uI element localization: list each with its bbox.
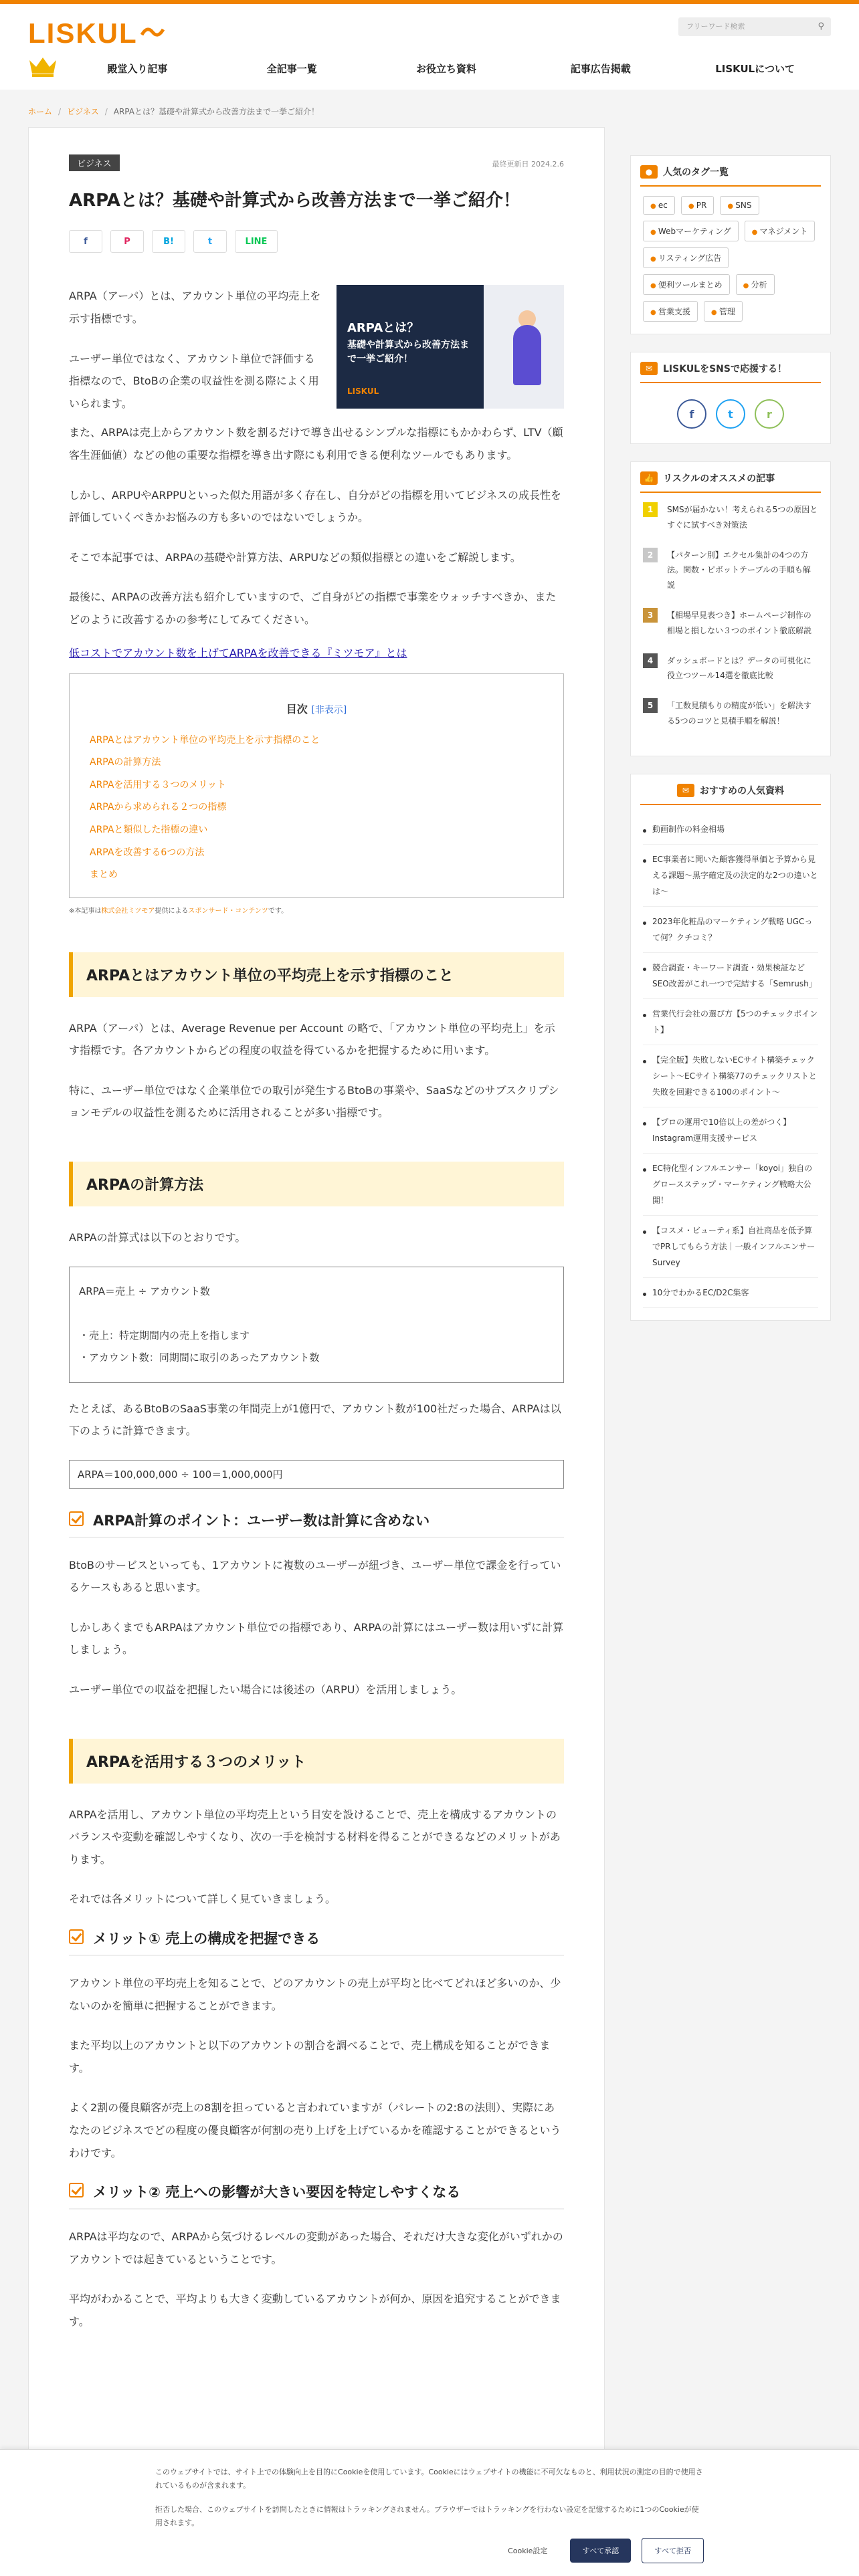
- intro-paragraph-1: ARPA（アーパ）とは、アカウント単位の平均売上を示す指標です。: [69, 290, 321, 325]
- list-item[interactable]: 【コスメ・ビューティ系】自社商品を低予算でPRしてもらう方法｜一般インフルエンサーSurvey: [643, 1216, 818, 1278]
- breadcrumb-home[interactable]: ホーム: [28, 107, 53, 116]
- rss-icon[interactable]: r: [755, 399, 784, 429]
- subsection-heading: メリット① 売上の構成を把握できる: [69, 1928, 564, 1956]
- hatena-share-button[interactable]: B!: [152, 230, 185, 253]
- sidebar: [630, 155, 831, 1338]
- sns-widget: ✉ LISKULをSNSで応援する！ f t r: [630, 352, 831, 444]
- accept-all-button[interactable]: すべて承認: [570, 2539, 631, 2563]
- checkbox-icon: [69, 2183, 84, 2197]
- subsection-heading: ARPA計算のポイント：ユーザー数は計算に含めない: [69, 1510, 564, 1538]
- tag-link[interactable]: ● ec: [643, 196, 675, 215]
- article-container: [28, 127, 605, 2468]
- checkbox-icon: [69, 1929, 84, 1944]
- nav-all-articles[interactable]: 全記事一覧: [266, 63, 317, 75]
- list-item[interactable]: 動画制作の料金相場: [643, 815, 818, 845]
- intro-paragraph-2: ユーザー単位ではなく、アカウント単位で評価する指標なので、BtoBの企業の収益性を測る際によく用いられます。: [69, 352, 319, 410]
- facebook-share-button[interactable]: f: [69, 230, 102, 253]
- tag-link[interactable]: ● リスティング広告: [643, 247, 729, 268]
- paragraph: 最後に、ARPAの改善方法も紹介していますので、ご自身がどの指標で事業をウォッチすべきか、またどのように改善するかの参考にしてみてください。: [69, 591, 557, 626]
- paragraph: よく2割の優良顧客が売上の8割を担っていると言われていますが（パレートの2:8の法則）、実際にあなたのビジネスでどの程度の優良顧客が何割の売り上げを上げているかを確認することができるというわけです。: [69, 2101, 561, 2159]
- toc-item[interactable]: ARPAを改善する6つの方法: [90, 847, 205, 858]
- paragraph: ユーザー単位での収益を把握したい場合には後述の（ARPU）を活用しましょう。: [69, 1683, 462, 1697]
- toc-item[interactable]: ARPAと類似した指標の違い: [90, 824, 208, 835]
- list-item[interactable]: 2 【パターン別】エクセル集計の4つの方法。関数・ピボットテーブルの手順も解説: [643, 548, 818, 593]
- share-buttons: [69, 230, 564, 253]
- search-input[interactable]: フリーワード検索 ⚲: [678, 17, 831, 36]
- toc-item[interactable]: ARPAとはアカウント単位の平均売上を示す指標のこと: [90, 734, 320, 746]
- cookie-text: 拒否した場合、このウェブサイトを訪問したときに情報はトラッキングされません。ブラウザーではトラッキングを行わない設定を記憶するために1つのCookieが使用されます。: [155, 2505, 699, 2527]
- list-item[interactable]: 【プロの運用で10倍以上の差がつく】Instagram運用支援サービス: [643, 1107, 818, 1154]
- recommended-articles-widget: 👍 リスクルのオススメの記事 1 SMSが届かない！考えられる5つの原因とすぐに試すべき対策法 2 【パターン別】エクセル集計の4つの方法。関数・ピボットテーブルの手順も解説 3 【相場早見表つき】ホームページ制作の相場と損しない３つのポイント徹底解説 4 ダッシュボードとは？データの可視化に役立つツール14選を徹底比較 5 「工数見積もりの精度が低い」を解決する5つのコツと見積手順を解説！: [630, 461, 831, 756]
- checkbox-icon: [69, 1511, 84, 1526]
- breadcrumb-business[interactable]: ビジネス: [67, 107, 99, 116]
- paragraph: ARPAの計算式は以下のとおりです。: [69, 1230, 246, 1244]
- formula-box: ARPA＝売上 ÷ アカウント数 ・売上：特定期間内の売上を指します ・アカウント数：同期間に取引のあったアカウント数: [69, 1267, 564, 1383]
- subsection-heading: メリット② 売上への影響が大きい要因を特定しやすくなる: [69, 2181, 564, 2210]
- list-item[interactable]: 2023年化粧品のマーケティング戦略 UGCって何？クチコミ？: [643, 907, 818, 953]
- tag-link[interactable]: ● 管理: [704, 301, 743, 322]
- paragraph: そこで本記事では、ARPAの基礎や計算方法、ARPUなどの類似指標との違いをご解説します。: [69, 550, 521, 564]
- thumb-title: ARPAとは？: [347, 321, 419, 336]
- paragraph: ARPAは平均なので、ARPAから気づけるレベルの変動があった場合、それだけ大きな変化がいずれかのアカウントでは起きているということです。: [69, 2230, 563, 2266]
- paragraph: しかし、ARPUやARPPUといった似た用語が多く存在し、自分がどの指標を用いてビジネスの成長性を評価していくべきかお悩みの方も多いのではないでしょうか。: [69, 488, 562, 524]
- tag-link[interactable]: ● Webマーケティング: [643, 221, 739, 241]
- tag-link[interactable]: ● マネジメント: [745, 221, 816, 241]
- section-heading: ARPAの計算方法: [69, 1162, 564, 1206]
- list-item[interactable]: 4 ダッシュボードとは？データの可視化に役立つツール14選を徹底比較: [643, 653, 818, 684]
- updated-date: 最終更新日 2024.2.6: [492, 160, 564, 169]
- nav-about[interactable]: LISKULについて: [715, 63, 795, 75]
- twitter-share-button[interactable]: t: [193, 230, 227, 253]
- facebook-icon[interactable]: f: [677, 399, 706, 429]
- page-title: ARPAとは？基礎や計算式から改善方法まで一挙ご紹介！: [69, 191, 520, 211]
- search-icon[interactable]: ⚲: [818, 21, 824, 31]
- toc-toggle[interactable]: [非表示]: [311, 704, 347, 716]
- intro-section: [69, 285, 564, 412]
- thumbs-up-icon: 👍: [640, 471, 658, 485]
- cta-link[interactable]: 低コストでアカウント数を上げてARPAを改善できる『ミツモア』とは: [69, 646, 407, 659]
- cookie-banner: [0, 2449, 859, 2576]
- nav-resources[interactable]: お役立ち資料: [415, 63, 476, 75]
- paragraph: 特に、ユーザー単位ではなく企業単位での取引が発生するBtoBの事業や、SaaSなどのサブスクリプションモデルの収益性を測るために活用されることが多い指標です。: [69, 1083, 559, 1119]
- paragraph: それでは各メリットについて詳しく見ていきましょう。: [69, 1893, 337, 1906]
- toc-item[interactable]: ARPAから求められる２つの指標: [90, 802, 227, 813]
- tag-link[interactable]: ● 便利ツールまとめ: [643, 274, 730, 295]
- nav-advertise[interactable]: 記事広告掲載: [570, 63, 631, 75]
- tags-widget: ● 人気のタグ一覧 ● ec ● PR ● SNS ● Webマーケティング ● マネジメント ● リスティング広告 ● 便利ツールまとめ ● 分析 ● 営業支援 ● 管理: [630, 155, 831, 334]
- breadcrumb: ホーム / ビジネス / ARPAとは？基礎や計算式から改善方法まで一挙ご紹介！: [28, 107, 319, 116]
- section-heading: ARPAとはアカウント単位の平均売上を示す指標のこと: [69, 952, 564, 997]
- toc-item[interactable]: ARPAを活用する３つのメリット: [90, 779, 226, 790]
- main-nav: [60, 62, 832, 76]
- mail-icon: ✉: [640, 362, 658, 375]
- paragraph: アカウント単位の平均売上を知ることで、どのアカウントの売上が平均と比べてどれほど多いのか、少ないのかを簡単に把握することができます。: [69, 1977, 561, 2012]
- table-of-contents: [69, 673, 564, 898]
- sponsor-note: ※本記事は株式会社ミツモア提供によるスポンサード・コンテンツです。: [69, 907, 288, 915]
- toc-item[interactable]: ARPAの計算方法: [90, 757, 161, 768]
- paragraph: 平均がわかることで、平均よりも大きく変動しているアカウントが何か、原因を追究することができます。: [69, 2292, 561, 2328]
- tag-link[interactable]: ● SNS: [720, 196, 759, 215]
- list-item[interactable]: 競合調査・キーワード調査・効果検証などSEO改善がこれ一つで完結する「Semrush」: [643, 953, 818, 999]
- toc-item[interactable]: まとめ: [90, 869, 118, 881]
- paragraph: ARPAを活用し、アカウント単位の平均売上という目安を設けることで、売上を構成するアカウントのバランスや変動を確認しやすくなり、次の一手を検討する材料を得ることができるなどのメリットがあります。: [69, 1808, 561, 1866]
- category-badge[interactable]: ビジネス: [69, 154, 120, 171]
- calc-box: ARPA＝100,000,000 ÷ 100＝1,000,000円: [69, 1460, 564, 1489]
- reject-all-button[interactable]: すべて拒否: [642, 2538, 704, 2563]
- popular-resources-widget: ✉ おすすめの人気資料 動画制作の料金相場 EC事業者に聞いた顧客獲得単価と予算から見える課題〜黒字確定及の決定的な2つの違いとは〜 2023年化粧品のマーケティング戦略 UGCって何？クチコミ？ 競合調査・キーワード調査・効果検証などSEO改善がこれ一つで完結する「Semrush」 営業代行会社の選び方【5つのチェックポイント】 【完全版】失敗しないECサイト構築チェックシート〜ECサイト構築77のチェックリストと失敗を回避できる100のポイント〜 【プロの運用で10倍以上の差がつく】Instagram運用支援サービス EC特化型インフルエンサー「koyoi」独自のグロースステップ・マーケティング戦略大公開！ 【コスメ・ビューティ系】自社商品を低予算でPRしてもらう方法｜一般インフルエンサーSurvey 10分でわかるEC/D2C集客: [630, 774, 831, 1321]
- article-thumbnail: [337, 285, 564, 409]
- list-item[interactable]: EC特化型インフルエンサー「koyoi」独自のグロースステップ・マーケティング戦略大公開！: [643, 1154, 818, 1216]
- thumb-brand: LISKUL: [347, 387, 379, 397]
- paragraph: また、ARPAは売上からアカウント数を割るだけで導き出せるシンプルな指標にもかかわらず、LTV（顧客生涯価値）などの他の重要な指標を導き出す際にも利用できる便利なツールでもあります。: [69, 426, 563, 461]
- list-item[interactable]: 10分でわかるEC/D2C集客: [643, 1278, 818, 1308]
- list-item[interactable]: 3 【相場早見表つき】ホームページ制作の相場と損しない３つのポイント徹底解説: [643, 608, 818, 639]
- mail-icon: ✉: [677, 784, 694, 797]
- crown-icon: [28, 55, 58, 78]
- thumb-subtitle: 基礎や計算式から改善方法ま で一挙ご紹介！: [347, 340, 469, 365]
- paragraph: また平均以上のアカウントと以下のアカウントの割合を調べることで、売上構成を知ることができます。: [69, 2039, 551, 2074]
- list-item[interactable]: EC事業者に聞いた顧客獲得単価と予算から見える課題〜黒字確定及の決定的な2つの違いとは〜: [643, 845, 818, 907]
- list-item[interactable]: 営業代行会社の選び方【5つのチェックポイント】: [643, 999, 818, 1045]
- section-heading: ARPAを活用する３つのメリット: [69, 1739, 564, 1784]
- pocket-share-button[interactable]: P: [110, 230, 144, 253]
- paragraph: BtoBのサービスといっても、1アカウントに複数のユーザーが紐づき、ユーザー単位で課金を行っているケースもあると思います。: [69, 1558, 561, 1594]
- tag-icon: ●: [640, 165, 658, 179]
- list-item[interactable]: 【完全版】失敗しないECサイト構築チェックシート〜ECサイト構築77のチェックリストと失敗を回避できる100のポイント〜: [643, 1045, 818, 1107]
- nav-hall-of-fame[interactable]: 殿堂入り記事: [107, 63, 168, 75]
- toc-title: 目次: [286, 702, 308, 716]
- site-logo[interactable]: LISKUL: [28, 17, 138, 49]
- paragraph: たとえば、あるBtoBのSaaS事業の年間売上が1億円で、アカウント数が100社だった場合、ARPAは以下のように計算できます。: [69, 1402, 561, 1438]
- cookie-settings-button[interactable]: Cookie設定: [508, 2547, 548, 2555]
- site-header: [0, 4, 859, 90]
- tag-link[interactable]: ● 営業支援: [643, 301, 698, 322]
- tag-link[interactable]: ● PR: [681, 196, 714, 215]
- list-item[interactable]: 5 「工数見積もりの精度が低い」を解決する5つのコツと見積手順を解説！: [643, 698, 818, 729]
- tag-link[interactable]: ● 分析: [736, 274, 775, 295]
- paragraph: しかしあくまでもARPAはアカウント単位での指標であり、ARPAの計算にはユーザー数は用いずに計算しましょう。: [69, 1620, 564, 1656]
- sponsor-link[interactable]: 株式会社ミツモア: [101, 907, 155, 915]
- list-item[interactable]: 1 SMSが届かない！考えられる5つの原因とすぐに試すべき対策法: [643, 502, 818, 533]
- cookie-text: このウェブサイトでは、サイト上での体験向上を目的にCookieを使用しています。Cookieにはウェブサイトの機能に不可欠なものと、利用状況の測定の目的で使用されているものが含まれます。: [155, 2468, 703, 2490]
- breadcrumb-current: ARPAとは？基礎や計算式から改善方法まで一挙ご紹介！: [113, 107, 319, 116]
- paragraph: ARPA（アーパ）とは、Average Revenue per Account の略で、「アカウント単位の平均売上」を示す指標です。各アカウントからどの程度の収益を得ているかを把握するために用います。: [69, 1021, 555, 1057]
- twitter-icon[interactable]: t: [716, 399, 745, 429]
- line-share-button[interactable]: LINE: [235, 230, 278, 253]
